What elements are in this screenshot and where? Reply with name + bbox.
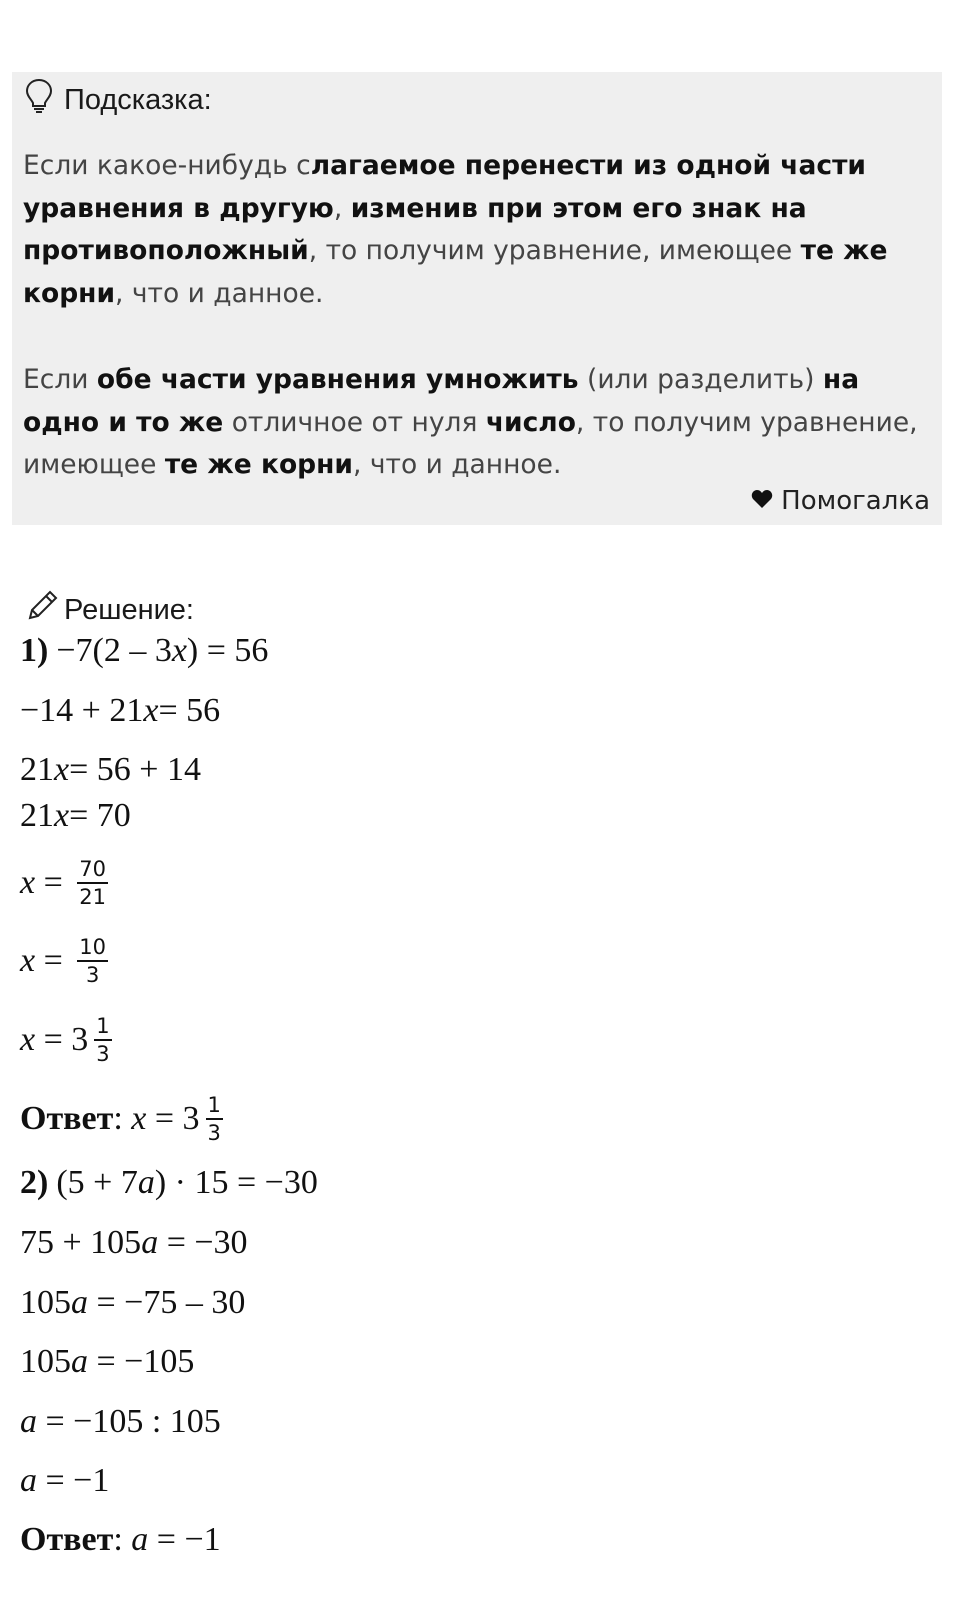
var-x: x [143, 692, 159, 729]
var-x: x [20, 942, 36, 979]
credit-text: Помогалка [781, 486, 930, 516]
hint-text: , то получим уравнение, имеющее [308, 235, 801, 266]
math-line [20, 1462, 109, 1500]
pencil-icon [24, 588, 60, 632]
part-label: 2) [20, 1164, 49, 1201]
hint-paragraph-2 [23, 359, 933, 487]
hint-text: , [333, 192, 351, 224]
denominator: 3 [96, 1042, 110, 1066]
hint-text: Если [23, 364, 97, 395]
answer-label: Ответ [20, 1100, 114, 1137]
math-line [20, 856, 108, 910]
answer-label: Ответ [20, 1521, 114, 1558]
math-line [20, 751, 201, 789]
emphasis-text: на одно и то же [23, 364, 860, 438]
emphasis-text: те же корни [23, 235, 888, 309]
eq-text: = 56 + 14 [69, 751, 201, 788]
answer-line [20, 1521, 221, 1559]
eq-text: 105 [20, 1284, 71, 1321]
numerator: 10 [77, 934, 108, 962]
var-a: a [137, 1164, 155, 1201]
var-a: a [141, 1224, 159, 1261]
hint-text: , то получим уравнение, имеющее [23, 406, 918, 480]
eq-text: = 56 [158, 692, 221, 729]
eq-text: 105 [20, 1343, 71, 1380]
eq-text: : [113, 1521, 132, 1558]
emphasis-text: лагаемое перенести из одной части уравнения в другую [23, 150, 866, 224]
denominator: 21 [79, 885, 107, 909]
math-line [20, 1013, 112, 1067]
fraction [94, 1013, 111, 1067]
fraction [206, 1092, 223, 1146]
hint-title [24, 78, 212, 122]
eq-text: 3 [182, 1100, 200, 1137]
answer-line [20, 1092, 223, 1146]
eq-text: = [35, 864, 72, 901]
var-a: a [20, 1462, 37, 1499]
eq-text: = −1 [148, 1521, 221, 1558]
math-line [20, 1164, 318, 1202]
hint-paragraph-1 [23, 145, 933, 315]
eq-text: −7(2 – 3 [56, 632, 172, 669]
emphasis-text: число [485, 406, 576, 438]
denominator: 3 [207, 1121, 221, 1145]
var-a: a [71, 1343, 88, 1380]
math-line [20, 1403, 221, 1441]
eq-text: −14 + 21 [20, 692, 144, 729]
emphasis-text: обе части уравнения умножить [96, 364, 579, 395]
fraction [77, 934, 108, 988]
math-line [20, 1284, 245, 1322]
hint-title-text: Подсказка: [64, 83, 212, 116]
eq-text: = [35, 1021, 72, 1058]
var-x: x [20, 864, 36, 901]
hint-text: отличное от нуля [223, 406, 486, 438]
emphasis-text: те же корни [164, 449, 353, 480]
eq-text: = −105 [88, 1343, 195, 1380]
eq-text: = −30 [158, 1224, 248, 1261]
denominator: 3 [85, 963, 100, 987]
eq-text: ) = 56 [186, 632, 269, 669]
eq-text: 75 + 105 [20, 1224, 142, 1261]
eq-text: = [146, 1100, 183, 1137]
var-x: x [54, 797, 70, 834]
var-a: a [131, 1521, 149, 1558]
eq-text: = 70 [69, 797, 131, 834]
math-line [20, 692, 220, 730]
emphasis-text: изменив при этом его знак на противоположный [23, 192, 807, 266]
eq-text: 21 [20, 797, 54, 834]
fraction [77, 856, 108, 910]
eq-text: = [35, 942, 72, 979]
var-x: x [54, 751, 70, 788]
heart-icon [751, 486, 773, 516]
hint-text: , что и данное. [115, 277, 324, 309]
math-line [20, 934, 108, 988]
eq-text: ) · 15 = −30 [154, 1164, 318, 1201]
var-a: a [71, 1284, 88, 1321]
eq-text: = −75 – 30 [88, 1284, 246, 1321]
solution-title-text: Решение: [64, 593, 194, 626]
eq-text: (5 + 7 [56, 1164, 138, 1201]
var-a: a [20, 1403, 37, 1440]
hint-text: Если какое-нибудь с [23, 150, 311, 181]
math-line [20, 1224, 248, 1262]
credit [751, 486, 930, 516]
numerator: 70 [77, 856, 108, 884]
eq-text: 3 [71, 1021, 89, 1058]
var-x: x [171, 632, 187, 669]
hint-text: (или разделить) [578, 364, 823, 395]
solution-title [24, 588, 194, 632]
var-x: x [131, 1100, 147, 1137]
lightbulb-icon [24, 78, 54, 122]
math-line [20, 632, 268, 670]
var-x: x [20, 1021, 36, 1058]
eq-text: = −105 : 105 [37, 1403, 221, 1440]
numerator: 1 [206, 1092, 223, 1120]
numerator: 1 [94, 1013, 111, 1041]
hint-text: , что и данное. [353, 449, 562, 480]
math-line [20, 1343, 194, 1381]
eq-text: = −1 [37, 1462, 110, 1499]
eq-text: 21 [20, 751, 54, 788]
eq-text: : [113, 1100, 132, 1137]
part-label: 1) [20, 632, 49, 669]
math-line [20, 797, 131, 835]
